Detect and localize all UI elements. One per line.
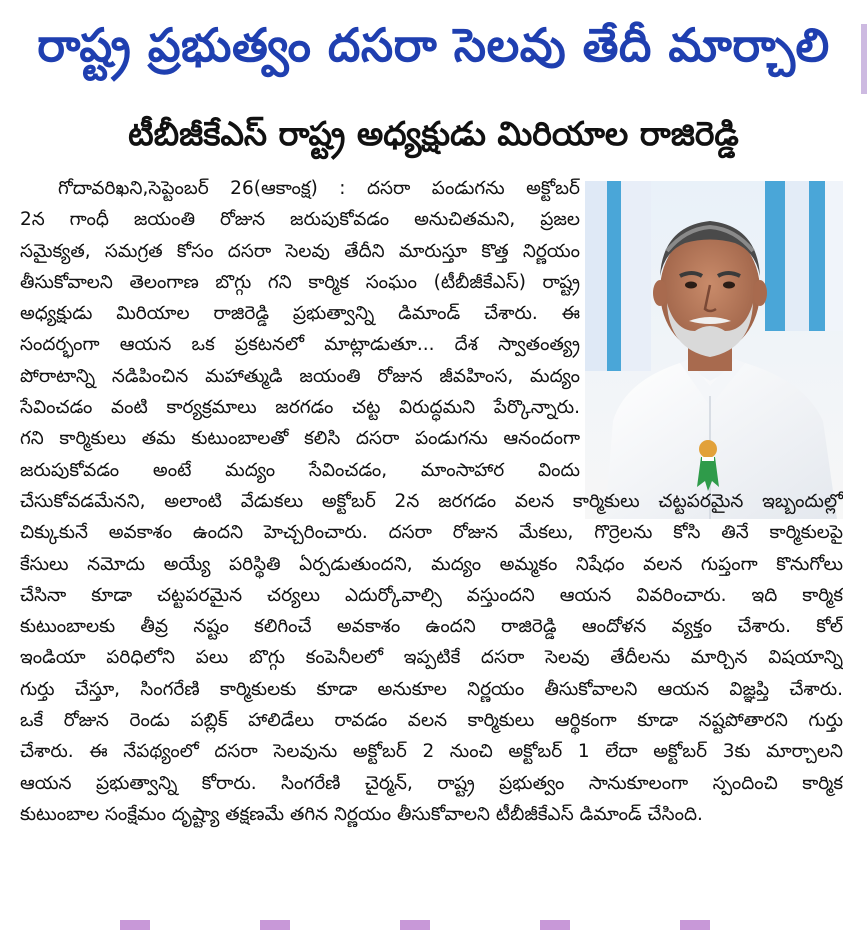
article-line: ఆయన ప్రభుత్వాన్ని కోరారు. సింగరేణి చైర్మన్, రాష్ట్ర ప్రభుత్వం సానుకూలంగా స్పందించి కార్మిక — [20, 772, 843, 794]
article-line: కుటుంబాల సంక్షేమం దృష్ట్యా తక్షణమే తగిన నిర్ణయం తీసుకోవాలని టీబీజీకేఎస్ డిమాండ్ చేసింది. — [20, 803, 703, 825]
article-line: గోదావరిఖని,సెప్టెంబర్ 26(ఆకాంక్ష) : దసరా పండుగను అక్టోబర్ — [58, 178, 580, 199]
article-line: చేశారు. ఈ నేపథ్యంలో దసరా సెలవును అక్టోబర్ 2 నుంచి అక్టోబర్ 1 లేదా అక్టోబర్ 3కు మార్చాలని — [20, 741, 843, 763]
article-line: కేసులు నమోదు అయ్యే పరిస్థితి ఏర్పడుతుందని, మద్యం అమ్మకం నిషేధం వలన గుప్తంగా కొనుగోలు — [20, 553, 843, 575]
article-line: ఇండియా పరిధిలోని పలు బొగ్గు కంపెనీలలో ఇప్పటికే దసరా సెలవు తేదీలను మార్చిన విషయాన్ని — [20, 647, 843, 669]
subheadline: టీబీజీకేఎస్ రాష్ట్ర అధ్యక్షుడు మిరియాల రాజిరెడ్డి — [128, 114, 739, 153]
article-line: తీసుకోవాలని తెలంగాణ బొగ్గు గని కార్మిక సంఘం (టీబీజీకేఎస్) రాష్ట్ర — [20, 271, 580, 293]
headline: రాష్ట్ర ప్రభుత్వం దసరా సెలవు తేదీ మార్చాలి — [37, 18, 830, 72]
article-line: గుర్తు చేస్తూ, సింగరేణి కార్మికులకు కూడా అనుకూల నిర్ణయం తీసుకోవాలని ఆయన విజ్ఞప్తి చేశారు. — [20, 678, 843, 700]
article-line: సందర్భంగా ఆయన ఒక ప్రకటనలో మాట్లాడుతూ... దేశ స్వాతంత్య్ర — [20, 334, 580, 356]
article-line: జరుపుకోవడం అంటే మద్యం సేవించడం, మాంసాహార విందు — [20, 459, 580, 481]
article-line: సమైక్యత, సమగ్రత కోసం దసరా సెలవు తేదీని మారుస్తూ కొత్త నిర్ణయం — [20, 240, 580, 262]
article-line: చేసినా కూడా చట్టపరమైన చర్యలు ఎదుర్కోవాల్సి వస్తుందని ఆయన వివరించారు. ఇది కార్మిక — [20, 584, 843, 606]
article-body — [20, 173, 843, 830]
article-line: ఒకే రోజున రెండు పబ్లిక్ హాలిడేలు రావడం వలన కార్మికులు ఆర్థికంగా కూడా నష్టపోతారని గుర్తు — [20, 710, 843, 732]
article-line: పోరాటాన్ని నడిపించిన మహాత్ముడి జయంతి రోజున జీవహింస, మద్యం — [20, 365, 580, 387]
article-line: చేసుకోవడమేనని, అలాంటి వేడుకలు అక్టోబర్ 2న జరగడం వలన కార్మికులు చట్టపరమైన ఇబ్బందుల్లో — [20, 490, 843, 512]
article-line: 2న గాంధీ జయంతి రోజున జరుపుకోవడం అనుచితమని, ప్రజల — [20, 209, 580, 231]
article-line: అధ్యక్షుడు మిరియాల రాజిరెడ్డి ప్రభుత్వాన్ని డిమాండ్ చేశారు. ఈ — [20, 303, 580, 325]
article-line: చిక్కుకునే అవకాశం ఉందని హెచ్చరించారు. దసరా రోజున మేకలు, గొర్రెలను కోసి తినే కార్మికులపై — [20, 522, 843, 544]
bottom-accent-strip — [0, 915, 867, 929]
article-line: సేవించడం వంటి కార్యక్రమాలు జరగడం చట్ట విరుద్ధమని పేర్కొన్నారు. — [20, 397, 580, 419]
article-line: గని కార్మికులు తమ కుటుంబాలతో కలిసి దసరా పండుగను ఆనందంగా — [20, 428, 580, 450]
edge-decoration — [859, 24, 867, 94]
article-line: కుటుంబాలకు తీవ్ర నష్టం కలిగించే అవకాశం ఉందని రాజిరెడ్డి ఆందోళన వ్యక్తం చేశారు. కోల్ — [20, 616, 843, 638]
